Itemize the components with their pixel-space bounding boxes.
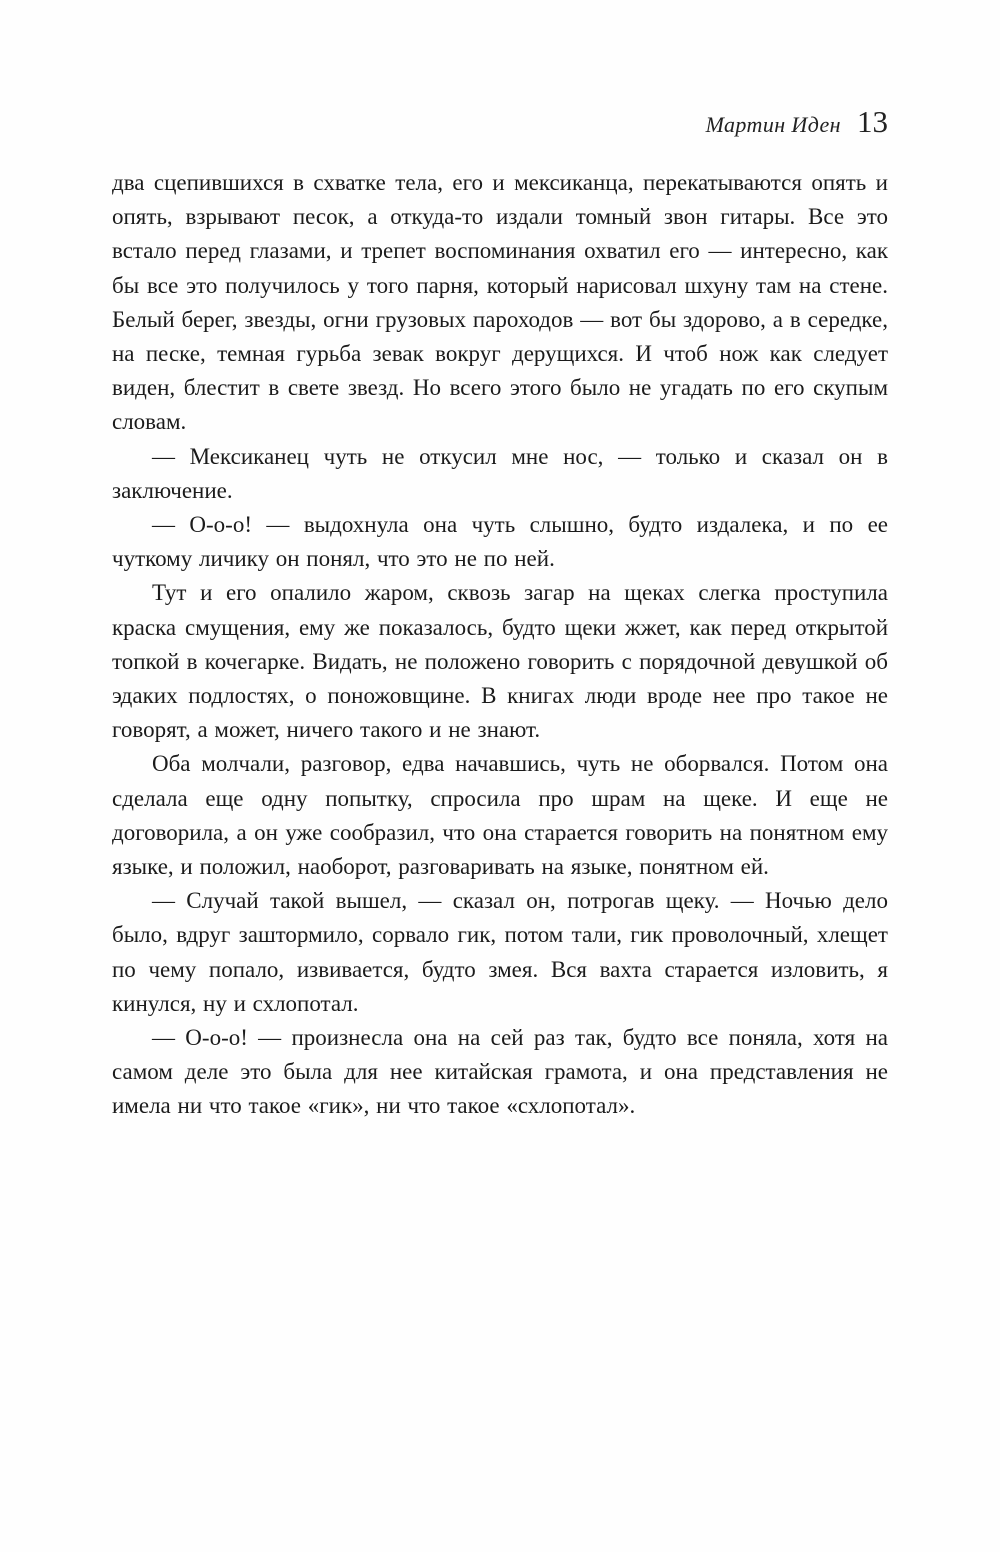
page-text: [112, 166, 888, 1124]
running-header-title: Мартин Иден: [705, 112, 841, 137]
page-content: [112, 0, 888, 1124]
paragraph-dialogue-2: — О-о-о! — выдохнула она чуть слышно, будто издалека, и по ее чуткому личику он понял, что это не по ней.: [112, 512, 888, 572]
paragraph-continuation: два сцепившихся в схватке тела, его и мексиканца, перекатываются опять и опять, взрывают песок, а откуда-то издали томный звон гитары. Все это встало перед глазами, и трепет воспоминания охватил его — интересно, как бы все это получилось у того парня, который нарисовал шхуну там на стене. Белый берег, звезды, огни грузовых пароходов — вот бы здорово, а в середке, на песке, темная гурьба зевак вокруг дерущихся. И чтоб нож как следует виден, блестит в свете звезд. Но всего этого было не угадать по его скупым словам.: [112, 170, 888, 435]
paragraph-dialogue-1: — Мексиканец чуть не откусил мне нос, — только и сказал он в заключение.: [112, 443, 888, 503]
running-header: [112, 104, 888, 140]
page-number: 13: [857, 104, 888, 139]
paragraph-narrative-1: Тут и его опалило жаром, сквозь загар на щеках слегка проступила краска смущения, ему же показалось, будто щеки жжет, как перед открытой топкой в кочегарке. Видать, не положено говорить с порядочной девушкой об эдаких подлостях, о поножовщине. В книгах люди вроде нее про такое не говорят, а может, ничего такого и не знают.: [112, 580, 888, 743]
paragraph-narrative-2: Оба молчали, разговор, едва начавшись, чуть не оборвался. Потом она сделала еще одну попытку, спросила про шрам на щеке. И еще не договорила, а он уже сообразил, что она старается говорить на понятном ему языке, и положил, наоборот, разговаривать на языке, понятном ей.: [112, 751, 888, 880]
paragraph-dialogue-3: — Случай такой вышел, — сказал он, потрогав щеку. — Ночью дело было, вдруг заштормило, сорвало гик, потом тали, гик проволочный, хлещет по чему попало, извивается, будто змея. Вся вахта старается изловить, я кинулся, ну и схлопотал.: [112, 888, 888, 1016]
paragraph-dialogue-4: — О-о-о! — произнесла она на сей раз так, будто все поняла, хотя на самом деле это была для нее китайская грамота, и она представления не имела ни что такое «гик», ни что такое «схлопотал».: [112, 1025, 888, 1119]
